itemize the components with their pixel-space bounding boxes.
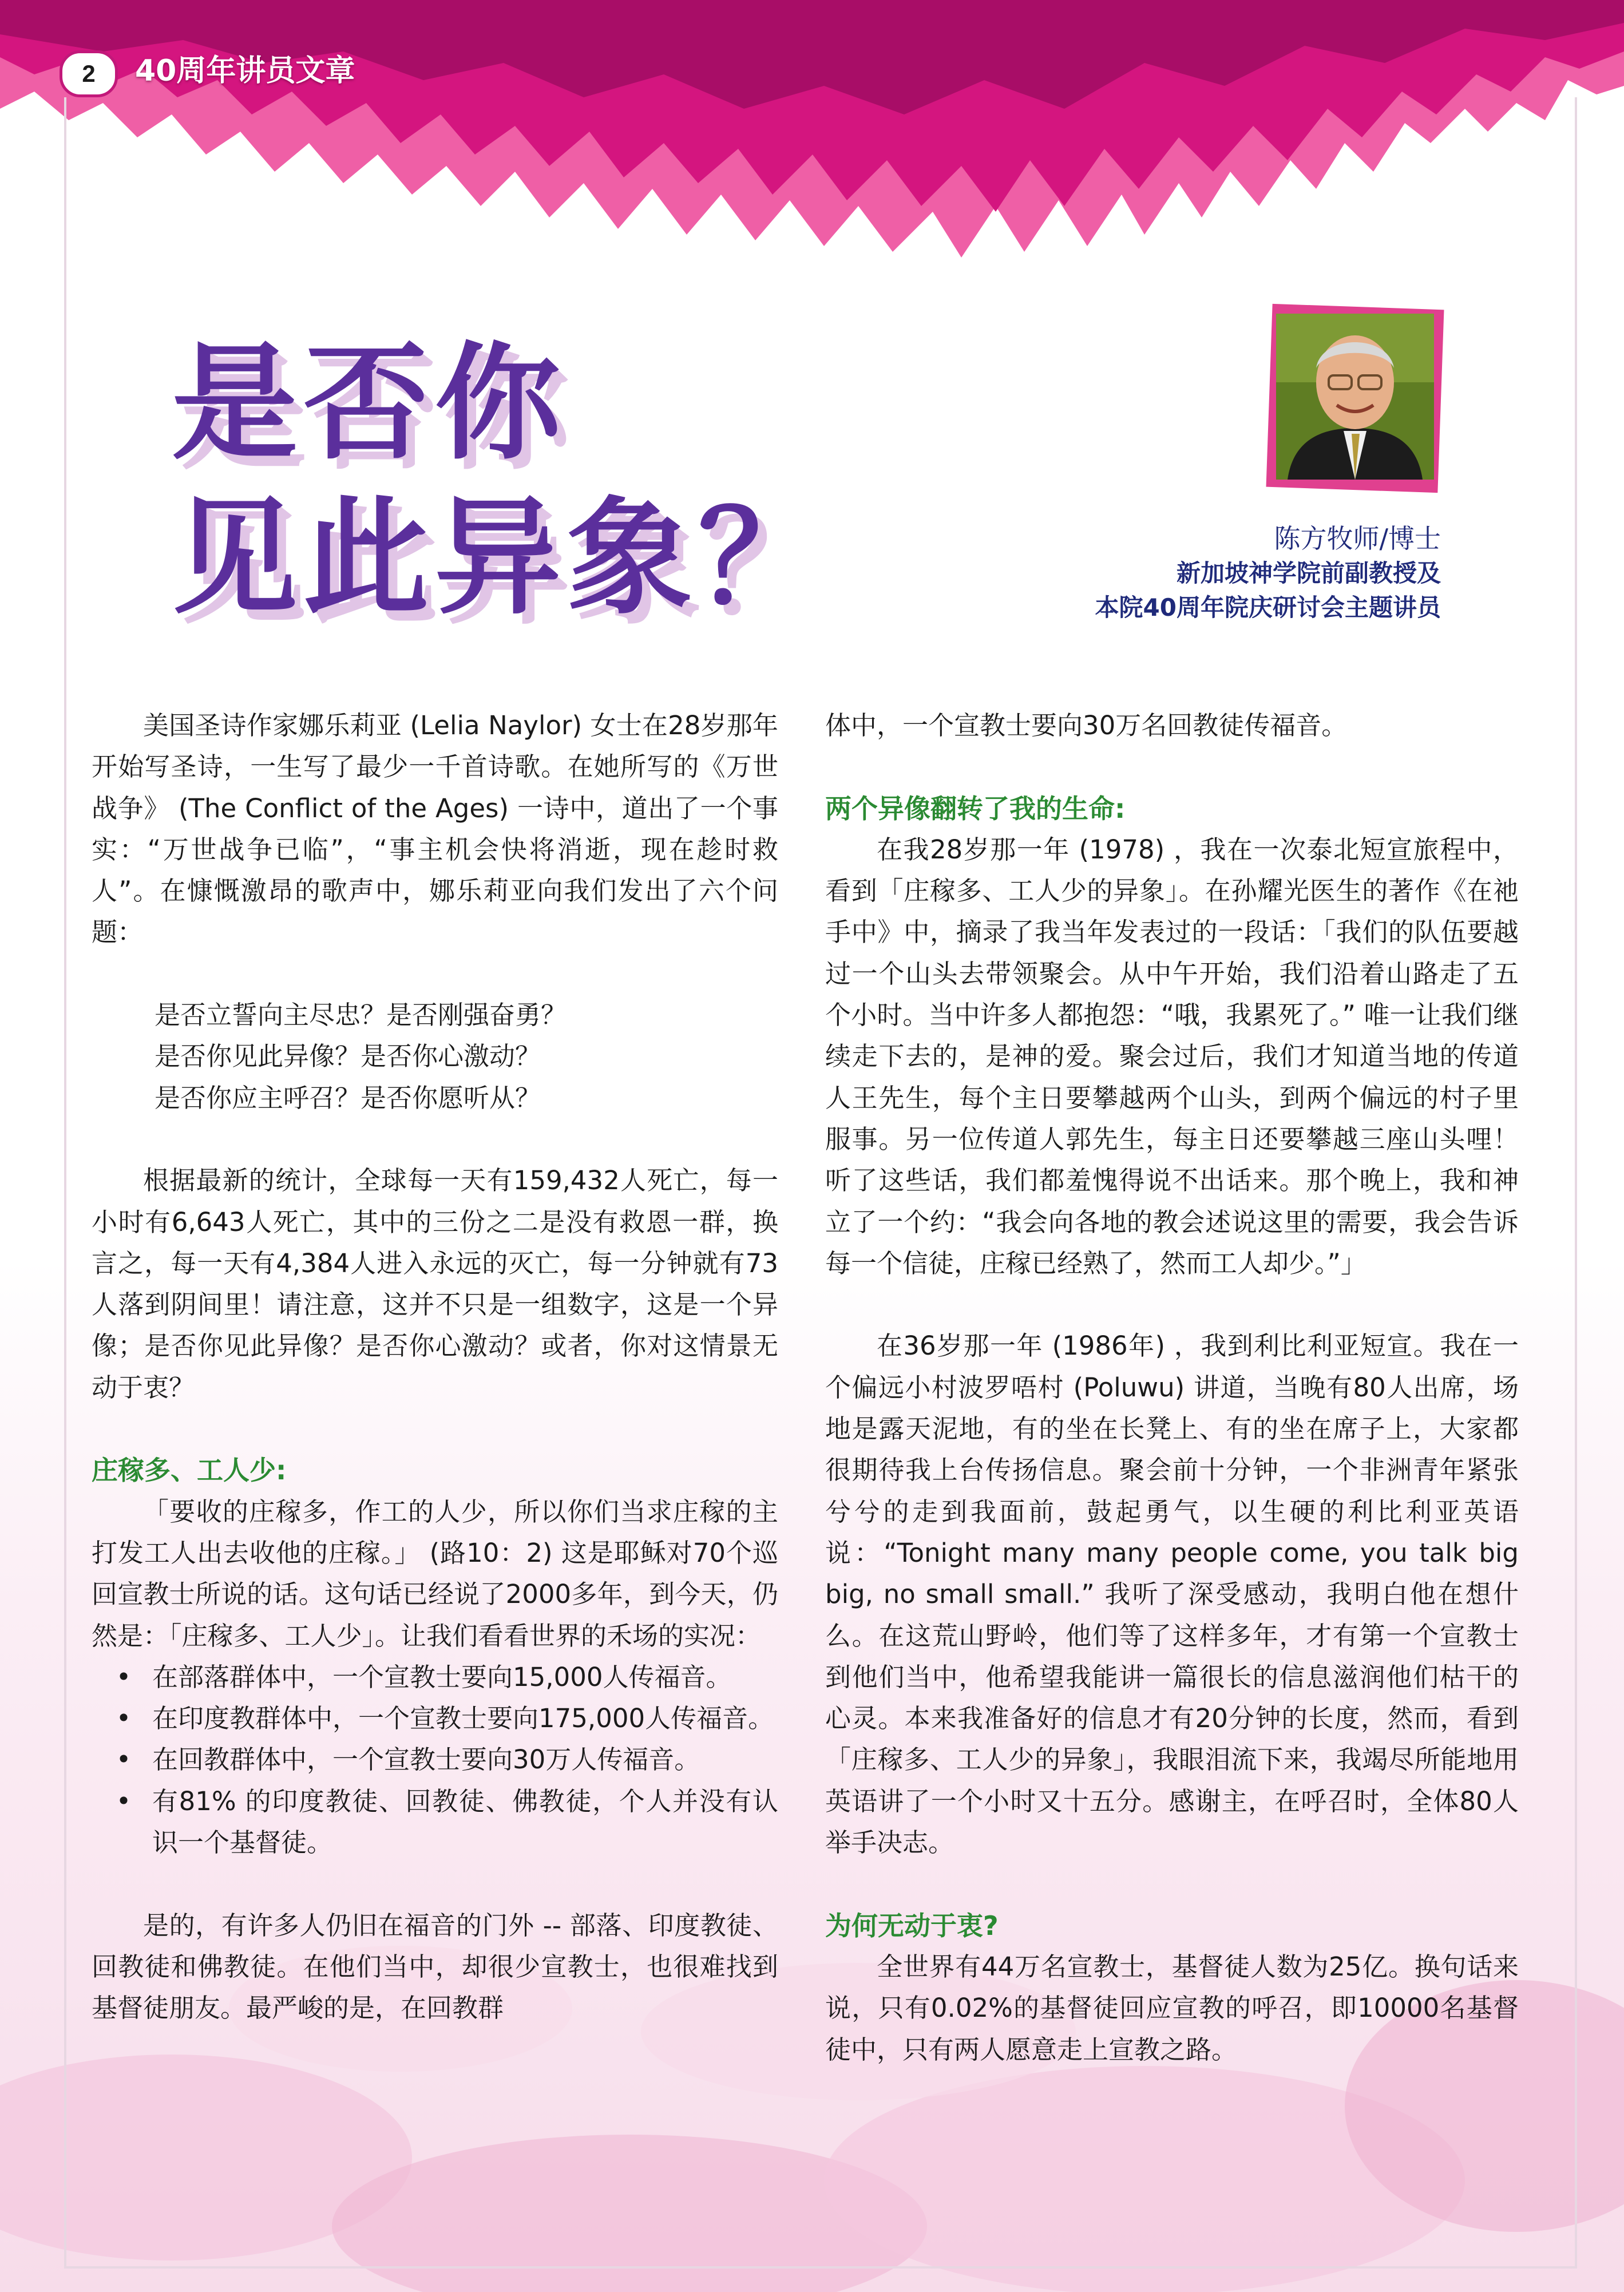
verse-line: 是否你见此异像？是否你心激动？ — [155, 1041, 541, 1072]
list-item — [92, 1739, 778, 1780]
paragraph: 全世界有44万名宣教士，基督徒人数为25亿。换句话来说，只有0.02%的基督徒回应宣教的呼召，即10000名基督徒中，只有两人愿意走上宣教之路。 — [825, 1951, 1519, 2065]
page-number: 2 — [60, 50, 118, 97]
author-title-2: 本院40周年院庆研讨会主题讲员 — [1095, 593, 1441, 622]
subheading: 两个异像翻转了我的生命: — [825, 793, 1126, 824]
paragraph: 根据最新的统计，全球每一天有159,432人死亡，每一小时有6,643人死亡，其中的三份之二是没有救恩一群，换言之，每一天有4,384人进入永远的灭亡，每一分钟就有73人落到阴间里！请注意，这并不只是一组数字，这是一个异像；是否你见此异像？是否你心激动？或者，你对这情景无动于衷？ — [92, 1165, 778, 1403]
verse-line: 是否你应主呼召？是否你愿听从？ — [155, 1082, 541, 1113]
paragraph: 「要收的庄稼多，作工的人少，所以你们当求庄稼的主打发工人出去收他的庄稼。」 (路10：2) 这是耶稣对70个巡回宣教士所说的话。这句话已经说了2000多年，到今天，仍然是：「庄稼多、工人少」。让我们看看世界的禾场的实况： — [92, 1496, 778, 1651]
subheading: 庄稼多、工人少: — [92, 1455, 287, 1486]
paragraph: 体中，一个宣教士要向30万名回教徒传福音。 — [825, 710, 1348, 741]
paragraph: 在我28岁那一年 (1978) ，我在一次泰北短宣旅程中，看到「庄稼多、工人少的异象」。在孙耀光医生的著作《在祂手中》中，摘录了我当年发表过的一段话：「我们的队伍要越过一个山头去带领聚会。从中午开始，我们沿着山路走了五个小时。当中许多人都抱怨：“哦，我累死了。” 唯一让我们继续走下去的，是神的爱。聚会过后，我们才知道当地的传道人王先生，每个主日要攀越两个山头，到两个偏远的村子里服事。另一位传道人郭先生，每主日还要攀越三座山头哩！听了这些话，我们都羞愧得说不出话来。那个晚上，我和神立了一个约：“我会向各地的教会述说这里的需要，我会告诉每一个信徒，庄稼已经熟了，然而工人却少。”」 — [825, 834, 1519, 1278]
article-headline — [172, 326, 858, 635]
headline-line-2: 见此异象？ — [172, 485, 830, 631]
list-item — [92, 1698, 778, 1739]
list-item-text: 有81% 的印度教徒、回教徒、佛教徒，个人并没有认识一个基督徒。 — [152, 1786, 778, 1858]
bullet-mark: • — [116, 1661, 132, 1692]
list-item-text: 在部落群体中，一个宣教士要向15,000人传福音。 — [152, 1661, 732, 1692]
author-byline — [1095, 521, 1441, 625]
paragraph: 是的，有许多人仍旧在福音的门外 -- 部落、印度教徒、回教徒和佛教徒。在他们当中，却很少宣教士，也很难找到基督徒朋友。最严峻的是，在回教群 — [92, 1910, 778, 2024]
bullet-mark: • — [116, 1703, 132, 1734]
section-title: 40周年讲员文章 — [135, 54, 355, 88]
list-item-text: 在回教群体中，一个宣教士要向30万人传福音。 — [152, 1744, 700, 1775]
list-item — [92, 1781, 778, 1864]
list-item — [92, 1657, 778, 1698]
right-column — [825, 705, 1519, 2071]
verse-line: 是否立誓向主尽忠？是否刚强奋勇？ — [155, 1000, 567, 1031]
list-item-text: 在印度教群体中，一个宣教士要向175,000人传福音。 — [152, 1703, 774, 1734]
paragraph: 在36岁那一年 (1986年) ，我到利比利亚短宣。我在一个偏远小村波罗唔村 (Poluwu) 讲道，当晚有80人出席，场地是露天泥地，有的坐在长凳上、有的坐在席子上，大家都很期待我上台传扬信息。聚会前十分钟，一个非洲青年紧张兮兮的走到我面前，鼓起勇气，以生硬的利比利亚英语说：“Tonight many many people come, you talk big big, no small small.” 我听了深受感动，我明白他在想什么。在这荒山野岭，他们等了这样多年，才有第一个宣教士到他们当中，他希望我能讲一篇很长的信息滋润他们枯干的心灵。本来我准备好的信息才有20分钟的长度，然而，看到「庄稼多、工人少的异象」，我眼泪流下来，我竭尽所能地用英语讲了一个小时又十五分。感谢主，在呼召时，全体80人举手决志。 — [825, 1331, 1519, 1858]
headline-line-1: 是否你 — [172, 330, 567, 477]
bullet-mark: • — [116, 1786, 132, 1816]
subheading: 为何无动于衷? — [825, 1910, 999, 1941]
paragraph: 美国圣诗作家娜乐莉亚 (Lelia Naylor) 女士在28岁那年开始写圣诗，一生写了最少一千首诗歌。在她所写的《万世战争》 (The Conflict of the Ages) 一诗中，道出了一个事实：“万世战争已临”，“事主机会快将消逝，现在趁时救人”。在慷慨激昂的歌声中，娜乐莉亚向我们发出了六个问题： — [92, 710, 778, 948]
author-photo — [1276, 314, 1434, 480]
left-column — [92, 705, 778, 2029]
bullet-mark: • — [116, 1744, 132, 1775]
author-title-1: 新加坡神学院前副教授及 — [1176, 559, 1441, 587]
author-name: 陈方牧师/博士 — [1274, 523, 1441, 554]
